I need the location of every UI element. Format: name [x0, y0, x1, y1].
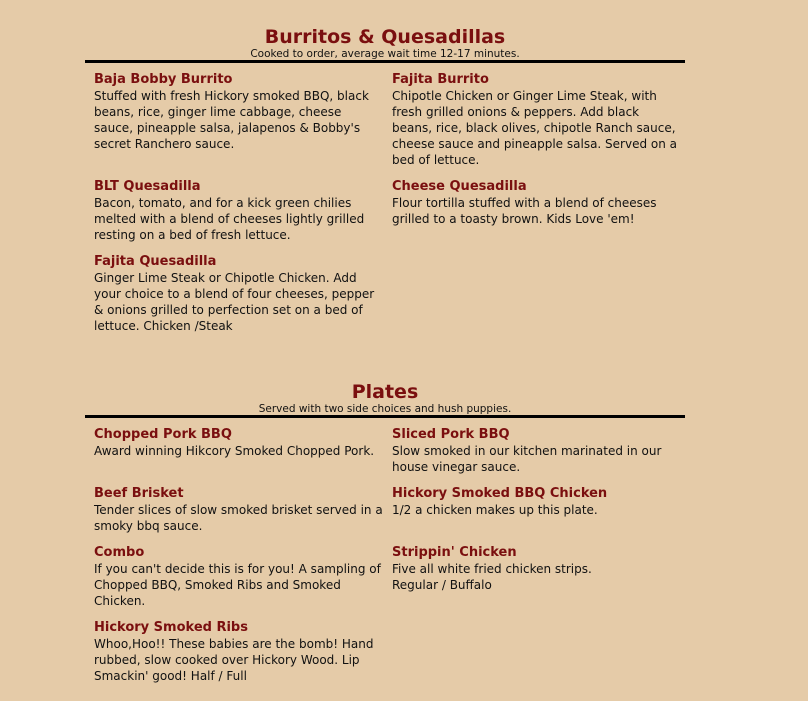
menu-item-description: Slow smoked in our kitchen marinated in our house vinegar sauce. — [392, 444, 662, 474]
menu-item-title: Cheese Quesadilla — [392, 179, 527, 194]
menu-item-title: Fajita Burrito — [392, 72, 489, 87]
menu-item-title: Hickory Smoked Ribs — [94, 620, 248, 635]
menu-item-description: Chipotle Chicken or Ginger Lime Steak, with fresh grilled onions & peppers. Add black beans, rice, black olives, chipotle Ranch sauce, cheese sauce and pineapple salsa. Served on a bed of lettuce. — [392, 89, 678, 167]
menu-item — [85, 545, 383, 620]
section-subtitle: Served with two side choices and hush puppies. — [258, 403, 512, 415]
menu-item-description: 1/2 a chicken makes up this plate. — [392, 503, 598, 517]
section-title: Burritos & Quesadillas — [264, 26, 506, 48]
menu-item-title: Baja Bobby Burrito — [94, 72, 233, 87]
menu-item-title: Beef Brisket — [94, 486, 184, 501]
menu-item-title: Strippin' Chicken — [392, 545, 517, 560]
section-divider — [85, 60, 685, 63]
menu-item-description: Award winning Hikcory Smoked Chopped Pork. — [94, 444, 375, 458]
menu-item — [85, 427, 383, 486]
menu-item-description: If you can't decide this is for you! A sampling of Chopped BBQ, Smoked Ribs and Smoked Chicken. — [94, 562, 381, 608]
menu-item — [383, 545, 681, 620]
menu-item-description: Flour tortilla stuffed with a blend of cheeses grilled to a toasty brown. Kids Love 'em! — [392, 196, 657, 226]
menu-item — [85, 254, 383, 334]
menu-item — [85, 620, 383, 684]
menu-item — [85, 179, 383, 254]
menu-item — [85, 486, 383, 545]
menu-item-description: Whoo,Hoo!! These babies are the bomb! Hand rubbed, slow cooked over Hickory Wood. Lip Smackin' good! Half / Full — [94, 637, 374, 683]
menu-item — [383, 486, 681, 545]
burritos-section — [85, 26, 685, 334]
menu-item — [383, 179, 681, 254]
menu-item-title: BLT Quesadilla — [94, 179, 201, 194]
section-subtitle: Cooked to order, average wait time 12-17 minutes. — [250, 48, 520, 60]
menu-item-description: Tender slices of slow smoked brisket served in a smoky bbq sauce. — [94, 503, 383, 533]
menu-item-description: Stuffed with fresh Hickory smoked BBQ, black beans, rice, ginger lime cabbage, cheese sauce, pineapple salsa, jalapenos & Bobby's secret Ranchero sauce. — [94, 89, 369, 151]
menu-item-title: Combo — [94, 545, 145, 560]
menu-item-description: Five all white fried chicken strips. Regular / Buffalo — [392, 562, 592, 592]
menu-item-title: Fajita Quesadilla — [94, 254, 217, 269]
menu-item — [383, 427, 681, 486]
section-title: Plates — [351, 381, 419, 403]
section-divider — [85, 415, 685, 418]
menu-item-description: Ginger Lime Steak or Chipotle Chicken. Add your choice to a blend of four cheeses, pepper & onions grilled to perfection set on a bed of lettuce. Chicken /Steak — [94, 271, 375, 333]
menu-item-title: Chopped Pork BBQ — [94, 427, 232, 442]
menu-item-description: Bacon, tomato, and for a kick green chilies melted with a blend of cheeses lightly grilled resting on a bed of fresh lettuce. — [94, 196, 365, 242]
menu-item — [85, 72, 383, 179]
menu-item — [383, 72, 681, 179]
menu-item-title: Hickory Smoked BBQ Chicken — [392, 486, 608, 501]
plates-section — [85, 381, 685, 684]
menu-item-title: Sliced Pork BBQ — [392, 427, 510, 442]
